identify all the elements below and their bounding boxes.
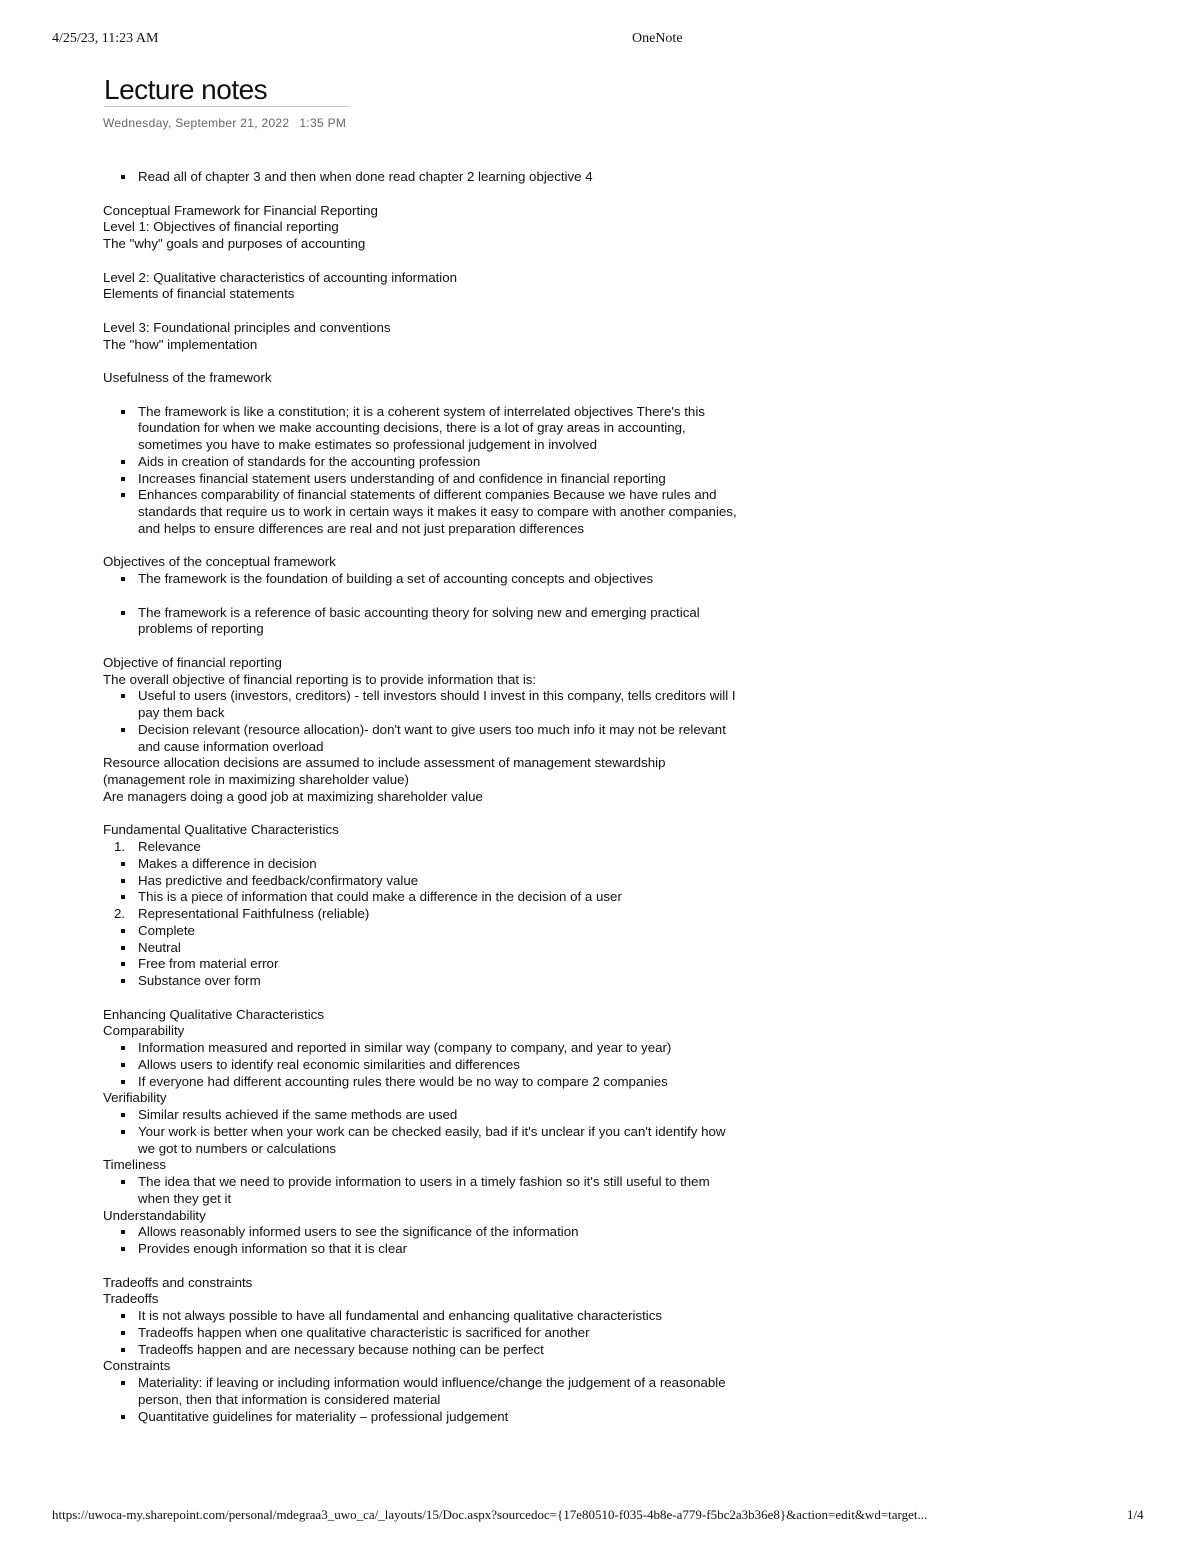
note-body [103, 169, 743, 1425]
fundamental-heading: Fundamental Qualitative Characteristics [103, 822, 339, 838]
framework-heading: Conceptual Framework for Financial Reporting [103, 202, 378, 218]
list-item: If everyone had different accounting rules there would be no way to compare 2 companies [103, 1074, 743, 1091]
timeliness-list [103, 1174, 743, 1208]
objective-fr-heading: Objective of financial reporting [103, 654, 282, 670]
page-number: 1/4 [1127, 1507, 1144, 1522]
item-number: 1. [114, 839, 126, 854]
list-item: Neutral [103, 940, 743, 957]
enhancing-heading: Enhancing Qualitative Characteristics [103, 1006, 324, 1022]
item-number: 2. [114, 906, 126, 921]
numbered-item-relevance [103, 839, 743, 856]
resource-allocation-text: Resource allocation decisions are assumed to include assessment of management stewardship (management role in maximizing shareholder value) [103, 755, 666, 787]
list-item: It is not always possible to have all fundamental and enhancing qualitative characteristics [103, 1308, 743, 1325]
tradeoffs-heading: Tradeoffs and constraints [103, 1274, 253, 1290]
verifiability-list [103, 1107, 743, 1157]
timeliness-label: Timeliness [103, 1157, 167, 1173]
intro-list [103, 169, 743, 186]
framework-how: The "how" implementation [103, 336, 258, 352]
list-item: Makes a difference in decision [103, 856, 743, 873]
list-item: Enhances comparability of financial statements of different companies Because we have rules and standards that require us to work in certain ways it makes it easy to compare with another companies, and helps to ensure differences are real and not just preparation differences [103, 487, 743, 537]
list-item: Information measured and reported in similar way (company to company, and year to year) [103, 1040, 743, 1057]
list-item: Aids in creation of standards for the accounting profession [103, 454, 743, 471]
list-item: The idea that we need to provide information to users in a timely fashion so it's still useful to them when they get it [103, 1174, 743, 1208]
verifiability-label: Verifiability [103, 1090, 167, 1106]
list-item: This is a piece of information that could make a difference in the decision of a user [103, 889, 743, 906]
list-item: Decision relevant (resource allocation)- don't want to give users too much info it may not be relevant and cause information overload [103, 722, 743, 756]
list-item: Allows reasonably informed users to see the significance of the information [103, 1224, 743, 1241]
faithfulness-label: Representational Faithfulness (reliable) [138, 906, 370, 921]
objectives-cf-list-2 [103, 605, 743, 639]
framework-level1: Level 1: Objectives of financial reporting [103, 219, 339, 235]
faithfulness-list [103, 923, 743, 990]
list-item: Tradeoffs happen and are necessary because nothing can be perfect [103, 1342, 743, 1359]
relevance-label: Relevance [138, 839, 201, 854]
usefulness-list [103, 404, 743, 538]
understandability-label: Understandability [103, 1207, 206, 1223]
list-item: Similar results achieved if the same methods are used [103, 1107, 743, 1124]
list-item: Materiality: if leaving or including information would influence/change the judgement of a reasonable person, then that information is considered material [103, 1375, 743, 1409]
list-item: The framework is like a constitution; it is a coherent system of interrelated objectives There's this foundation for when we make accounting decisions, there is a lot of gray areas in accounting, sometimes you have to make estimates so professional judgement in involved [103, 404, 743, 454]
objective-fr-intro: The overall objective of financial reporting is to provide information that is: [103, 671, 537, 687]
list-item: The framework is the foundation of building a set of accounting concepts and objectives [103, 571, 743, 588]
list-item: Complete [103, 923, 743, 940]
framework-level3: Level 3: Foundational principles and conventions [103, 319, 391, 335]
list-item: Read all of chapter 3 and then when done read chapter 2 learning objective 4 [103, 169, 743, 186]
objectives-cf-list-1 [103, 571, 743, 588]
app-name: OneNote [632, 31, 683, 46]
objectives-cf-heading: Objectives of the conceptual framework [103, 554, 336, 570]
numbered-item-faithfulness [103, 906, 743, 923]
list-item: Provides enough information so that it is clear [103, 1241, 743, 1258]
print-datetime: 4/25/23, 11:23 AM [52, 31, 159, 46]
comparability-label: Comparability [103, 1023, 185, 1039]
list-item: Substance over form [103, 973, 743, 990]
tradeoffs-label: Tradeoffs [103, 1291, 159, 1307]
list-item: The framework is a reference of basic accounting theory for solving new and emerging practical problems of reporting [103, 605, 743, 639]
framework-level2: Level 2: Qualitative characteristics of accounting information [103, 269, 458, 285]
list-item: Quantitative guidelines for materiality – professional judgement [103, 1409, 743, 1426]
list-item: Free from material error [103, 956, 743, 973]
understandability-list [103, 1224, 743, 1258]
constraints-list [103, 1375, 743, 1425]
comparability-list [103, 1040, 743, 1090]
page-title: Lecture notes [104, 74, 268, 105]
framework-why: The "why" goals and purposes of accounting [103, 236, 366, 251]
list-item: Your work is better when your work can be checked easily, bad if it's unclear if you can't identify how we got to numbers or calculations [103, 1124, 743, 1158]
usefulness-heading: Usefulness of the framework [103, 370, 272, 385]
list-item: Tradeoffs happen when one qualitative characteristic is sacrificed for another [103, 1325, 743, 1342]
list-item: Has predictive and feedback/confirmatory value [103, 873, 743, 890]
constraints-label: Constraints [103, 1358, 171, 1374]
title-underline [104, 106, 349, 107]
page-date-line [103, 116, 346, 130]
relevance-list [103, 856, 743, 906]
page-url: https://uwoca-my.sharepoint.com/personal/mdegraa3_uwo_ca/_layouts/15/Doc.aspx?sourcedoc={17e80510-f035-4b8e-a779-f5bc2a3b36e8}&action=edit&wd=target... [52, 1507, 928, 1522]
objective-fr-list [103, 688, 743, 755]
tradeoffs-list [103, 1308, 743, 1358]
list-item: Increases financial statement users understanding of and confidence in financial reporting [103, 471, 743, 488]
page-date: Wednesday, September 21, 2022 [103, 116, 290, 130]
list-item: Allows users to identify real economic similarities and differences [103, 1057, 743, 1074]
managers-text: Are managers doing a good job at maximizing shareholder value [103, 788, 483, 804]
framework-elements: Elements of financial statements [103, 286, 295, 302]
list-item: Useful to users (investors, creditors) - tell investors should I invest in this company, tells creditors will I pay them back [103, 688, 743, 722]
page-time: 1:35 PM [299, 116, 347, 130]
